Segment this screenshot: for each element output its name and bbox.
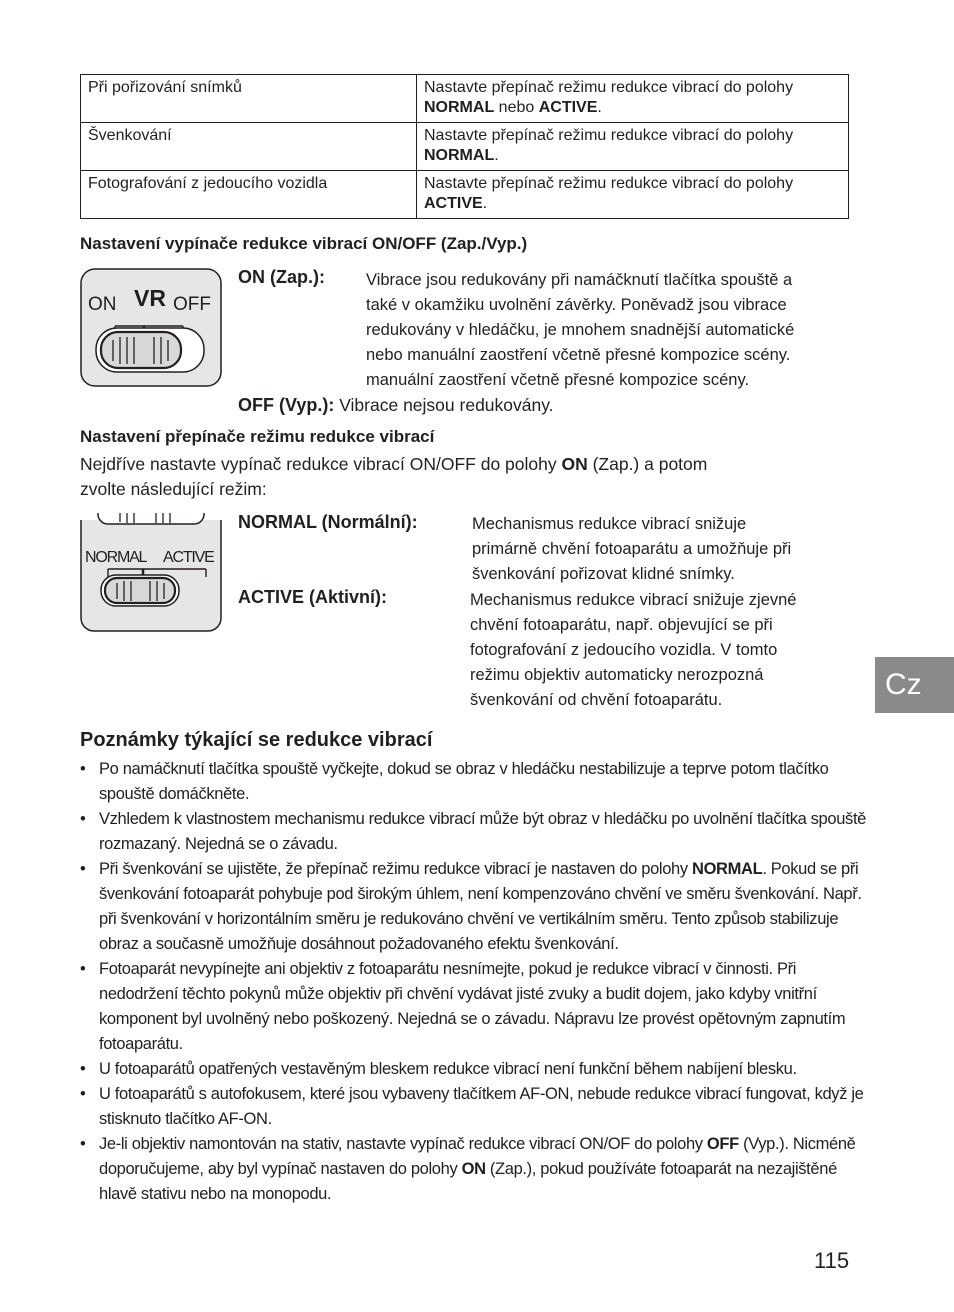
active-description [470,588,870,713]
text-line: švenkování od chvění fotoaparátu. [470,691,723,709]
text-line: redukovány v hledáčku, je mnohem snadnější automatické [366,321,795,339]
switch-label-active: ACTIVE [163,549,214,566]
mode-table [80,74,849,219]
off-description: OFF (Vyp.): Vibrace nejsou redukovány. [238,395,554,415]
text-line: Mechanismus redukce vibrací snižuje [472,515,747,533]
text-line: režimu objektiv automaticky nerozpozná [470,666,764,684]
text-line: také v okamžiku uvolnění závěrky. Poněvadž jsou vibrace [366,296,787,314]
list-item: • Při švenkování se ujistěte, že přepínač režimu redukce vibrací je nastaven do polohy NORMAL. Pokud se při švenkování fotoaparát pohybuje pod širokým úhlem, není kompenzováno chvění ve směru švenkování. Např. při švenkování v horizontálním směru je redukováno chvění ve vertikálním směru. Tento způsob stabilizuje obraz a současně umožňuje dosáhnout požadovaného efektu švenkování. [80,857,870,957]
text-line: fotografování z jedoucího vozidla. V tomto [470,641,778,659]
text-line: Vibrace jsou redukovány při namáčknutí tlačítka spouště a [366,271,793,289]
notes-heading: Poznámky týkající se redukce vibrací [80,729,433,751]
term-on: ON (Zap.): [238,267,325,287]
switch-label-off: OFF [173,294,211,315]
notes-list [80,757,870,1207]
table-cell-situation: Fotografování z jedoucího vozidla [81,171,417,219]
list-item: • Je-li objektiv namontován na stativ, nastavte vypínač redukce vibrací ON/OF do polohy OFF (Vyp.). Nicméně doporučujeme, aby byl vypínač nastaven do polohy ON (Zap.), pokud používáte fotoaparát na nezajištěné hlavě stativu nebo na monopodu. [80,1132,870,1207]
vr-onoff-switch-illustration [80,268,222,387]
section-heading-vr-onoff: Nastavení vypínače redukce vibrací ON/OFF (Zap./Vyp.) [80,234,528,253]
switch-label-on: ON [88,294,117,315]
language-tab: Cz [875,657,954,713]
text-line: nebo manuální zaostření včetně přesné kompozice scény. [366,346,791,364]
list-item: • Po namáčknutí tlačítka spouště vyčkejte, dokud se obraz v hledáčku nestabilizuje a teprve potom tlačítko spouště domáčkněte. [80,757,870,807]
table-cell-setting: Nastavte přepínač režimu redukce vibrací do polohy NORMAL. [417,123,849,171]
mode-intro: Nejdříve nastavte vypínač redukce vibrací ON/OFF do polohy ON (Zap.) a potom zvolte následující režim: [80,454,708,499]
text-line: chvění fotoaparátu, např. objevující se při [470,616,773,634]
table-cell-situation: Švenkování [81,123,417,171]
vr-mode-switch-illustration [80,512,222,632]
section-heading-vr-mode: Nastavení přepínače režimu redukce vibrací [80,427,435,446]
text-line: manuální zaostření včetně přesné kompozice scény. [366,371,750,389]
term-active: ACTIVE (Aktivní): [238,587,388,607]
table-row [81,123,849,171]
switch-label-vr: VR [134,285,166,311]
normal-description [472,512,872,587]
list-item: • Fotoaparát nevypínejte ani objektiv z fotoaparátu nesnímejte, pokud je redukce vibrací v činnosti. Při nedodržení těchto pokynů může objektiv při chvění vydávat jisté zvuky a budit dojem, jako kdyby vnitřní komponent byl uvolněný nebo poškozený. Nejedná se o závadu. Nápravu lze provést opětovným zapnutím fotoaparátu. [80,957,870,1057]
list-item: • Vzhledem k vlastnostem mechanismu redukce vibrací může být obraz v hledáčku po uvolnění tlačítka spouště rozmazaný. Nejedná se o závadu. [80,807,870,857]
table-cell-situation: Při pořizování snímků [81,75,417,123]
on-description [366,268,856,393]
switch-label-normal: NORMAL [85,549,147,566]
page-number: 115 [814,1248,850,1273]
term-off: OFF (Vyp.): [238,395,335,415]
table-row [81,75,849,123]
list-item: • U fotoaparátů s autofokusem, které jsou vybaveny tlačítkem AF-ON, nebude redukce vibrací fungovat, když je stisknuto tlačítko AF-ON. [80,1082,870,1132]
table-row [81,171,849,219]
table-cell-setting: Nastavte přepínač režimu redukce vibrací do polohy NORMAL nebo ACTIVE. [417,75,849,123]
term-normal: NORMAL (Normální): [238,512,418,532]
list-item: • U fotoaparátů opatřených vestavěným bleskem redukce vibrací není funkční během nabíjení blesku. [80,1057,870,1082]
table-cell-setting: Nastavte přepínač režimu redukce vibrací do polohy ACTIVE. [417,171,849,219]
text-line: švenkování pořizovat klidné snímky. [472,565,735,583]
text-line: Mechanismus redukce vibrací snižuje zjevné [470,591,797,609]
text-line: primárně chvění fotoaparátu a umožňuje při [472,540,792,558]
